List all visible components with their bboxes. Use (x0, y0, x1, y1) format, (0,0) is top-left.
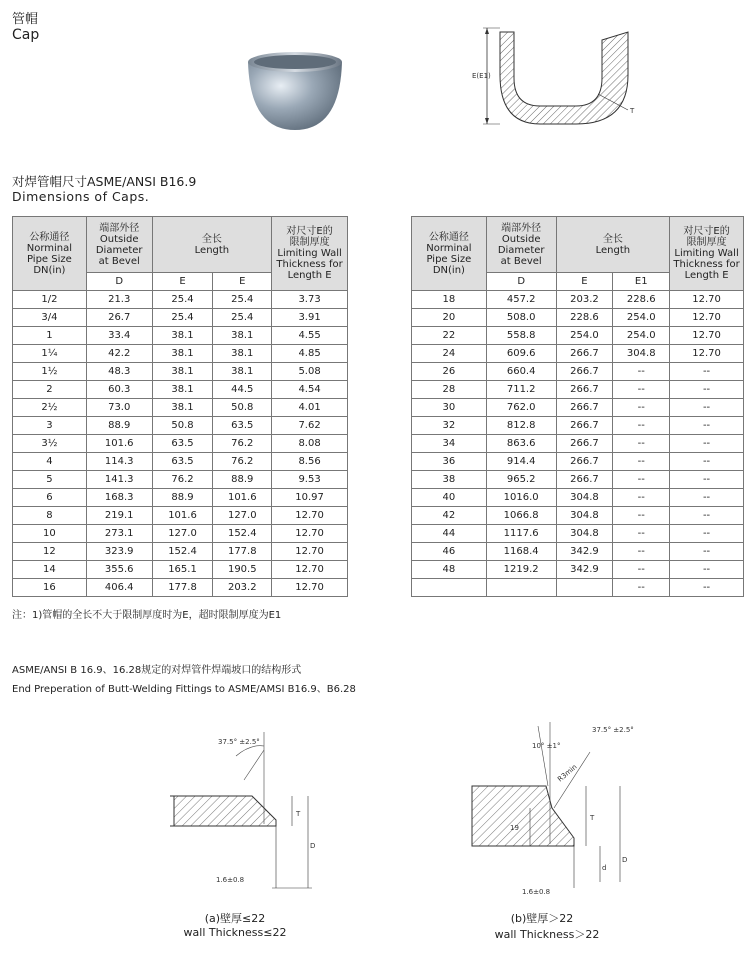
table-cell: 762.0 (486, 399, 556, 417)
table-cell: 12.70 (670, 345, 744, 363)
table-row (13, 345, 348, 363)
table-cell: 26 (412, 363, 487, 381)
table-cell: -- (670, 435, 744, 453)
table-cell: -- (613, 561, 670, 579)
d-label-a: D (310, 842, 316, 850)
table-cell: 7.62 (272, 417, 348, 435)
table-row (13, 525, 348, 543)
table-row (412, 489, 744, 507)
table-cell: -- (613, 453, 670, 471)
header-length: 全长 Length (152, 217, 272, 273)
table-row (13, 309, 348, 327)
table-cell: 38.1 (152, 381, 213, 399)
table-cell: 63.5 (152, 435, 213, 453)
table-cell: 4.85 (272, 345, 348, 363)
table-cell: 266.7 (556, 417, 613, 435)
e-label: E(E1) (472, 72, 491, 80)
table-row (412, 471, 744, 489)
dimensions-table-right (411, 216, 744, 597)
table-cell: 1¼ (13, 345, 87, 363)
radius-label-b: R3min (556, 762, 579, 784)
dimensions-title-cn: 对焊管帽尺寸ASME/ANSI B16.9 (12, 174, 197, 189)
table-cell: 3½ (13, 435, 87, 453)
table-cell: 50.8 (152, 417, 213, 435)
table-cell: 26.7 (86, 309, 152, 327)
table-cell: 5.08 (272, 363, 348, 381)
table-row (13, 561, 348, 579)
table-cell: -- (613, 417, 670, 435)
small-d-label-b: d (602, 864, 607, 872)
table-cell: 152.4 (152, 543, 213, 561)
table-cell (556, 579, 613, 597)
table-cell: 16 (13, 579, 87, 597)
table-cell: 203.2 (556, 291, 613, 309)
table-row (13, 543, 348, 561)
end-prep-title-en: End Preperation of Butt-Welding Fittings to ASME/AMSI B16.9、B6.28 (12, 684, 356, 695)
table-cell: 2 (13, 381, 87, 399)
table-cell: 4.01 (272, 399, 348, 417)
table-cell: 30 (412, 399, 487, 417)
table-row (412, 309, 744, 327)
table-cell: 266.7 (556, 363, 613, 381)
table-cell: 168.3 (86, 489, 152, 507)
table-cell: 660.4 (486, 363, 556, 381)
header-length-right: 全长 Length (556, 217, 670, 273)
table-cell: 12.70 (670, 309, 744, 327)
table-row (13, 435, 348, 453)
table-row (13, 291, 348, 309)
table-cell: 12.70 (272, 543, 348, 561)
table-cell: 177.8 (152, 579, 213, 597)
table-cell: 38.1 (213, 363, 272, 381)
table-cell: 42 (412, 507, 487, 525)
table-cell: 812.8 (486, 417, 556, 435)
table-cell: 266.7 (556, 453, 613, 471)
caption-b-cn: (b)壁厚＞22 (510, 912, 574, 925)
table-cell: 266.7 (556, 435, 613, 453)
header-dn-right: 公称通径 Norminal Pipe Size DN(in) (412, 217, 487, 291)
table-cell: 127.0 (152, 525, 213, 543)
table-cell: -- (670, 507, 744, 525)
table-cell: 266.7 (556, 381, 613, 399)
table-cell: -- (613, 399, 670, 417)
header-limit-right: 对尺寸E的 限制厚度 Limiting Wall Thickness for Length E (670, 217, 744, 291)
table-cell: 609.6 (486, 345, 556, 363)
table-row (13, 327, 348, 345)
header-e-left2: E (213, 273, 272, 291)
header-dn: 公称通径 Norminal Pipe Size DN(in) (13, 217, 87, 291)
gap-label-b: 1.6±0.8 (522, 888, 551, 896)
table-row (13, 399, 348, 417)
header-e-right: E (556, 273, 613, 291)
table-cell: 76.2 (213, 435, 272, 453)
table-row (13, 381, 348, 399)
table-cell: 355.6 (86, 561, 152, 579)
table-cell: 304.8 (613, 345, 670, 363)
table-cell: 1 (13, 327, 87, 345)
table-cell: 203.2 (213, 579, 272, 597)
table-cell: 76.2 (213, 453, 272, 471)
t-label: T (630, 107, 635, 115)
table-cell: 73.0 (86, 399, 152, 417)
page-title-en: Cap (12, 27, 40, 43)
table-cell: 4.55 (272, 327, 348, 345)
table-note: 注：1)管帽的全长不大于限制厚度时为E，超时限制厚度为E1 (12, 610, 282, 621)
table-cell: 33.4 (86, 327, 152, 345)
table-cell: 558.8 (486, 327, 556, 345)
table-cell: 38.1 (152, 363, 213, 381)
table-row (13, 363, 348, 381)
table-cell: -- (613, 489, 670, 507)
table-cell: 219.1 (86, 507, 152, 525)
table-row (13, 489, 348, 507)
table-cell: 12.70 (272, 561, 348, 579)
table-cell: -- (670, 579, 744, 597)
caption-a-en: wall Thickness≤22 (183, 926, 287, 939)
table-cell (486, 579, 556, 597)
bevel-diagram-b (460, 712, 660, 912)
table-cell: 44.5 (213, 381, 272, 399)
table-row (412, 453, 744, 471)
table-cell: 10.97 (272, 489, 348, 507)
gap-label-a: 1.6±0.8 (216, 876, 245, 884)
table-cell: 34 (412, 435, 487, 453)
land-label-b: 19 (510, 824, 519, 832)
table-cell: 127.0 (213, 507, 272, 525)
table-cell: 4.54 (272, 381, 348, 399)
table-cell: -- (670, 489, 744, 507)
angle-label-a: 37.5° ±2.5° (218, 738, 260, 746)
table-cell: 508.0 (486, 309, 556, 327)
table-cell: 5 (13, 471, 87, 489)
table-cell: 266.7 (556, 471, 613, 489)
table-cell: 22 (412, 327, 487, 345)
table-cell: 20 (412, 309, 487, 327)
table-cell: 914.4 (486, 453, 556, 471)
table-cell: 25.4 (152, 291, 213, 309)
table-cell: -- (670, 417, 744, 435)
table-row (412, 507, 744, 525)
table-cell: -- (670, 399, 744, 417)
table-cell: 228.6 (556, 309, 613, 327)
table-cell: 342.9 (556, 543, 613, 561)
table-cell: 12.70 (272, 579, 348, 597)
header-e1-right: E1 (613, 273, 670, 291)
table-cell: 1016.0 (486, 489, 556, 507)
table-cell: 114.3 (86, 453, 152, 471)
table-cell: 46 (412, 543, 487, 561)
end-prep-title-cn: ASME/ANSI B 16.9、16.28规定的对焊管件焊端坡口的结构形式 (12, 665, 302, 676)
table-row (412, 561, 744, 579)
table-cell: 3/4 (13, 309, 87, 327)
table-cell: 406.4 (86, 579, 152, 597)
table-cell: 254.0 (613, 309, 670, 327)
table-cell: 36 (412, 453, 487, 471)
table-cell: 12.70 (670, 327, 744, 345)
table-cell: 88.9 (213, 471, 272, 489)
table-cell: 8.56 (272, 453, 348, 471)
table-row (412, 417, 744, 435)
table-cell: 101.6 (86, 435, 152, 453)
table-cell: -- (613, 435, 670, 453)
table-cell: 50.8 (213, 399, 272, 417)
table-cell: 76.2 (152, 471, 213, 489)
table-cell: 965.2 (486, 471, 556, 489)
table-cell: 3.73 (272, 291, 348, 309)
table-cell: 228.6 (613, 291, 670, 309)
table-cell: 21.3 (86, 291, 152, 309)
table-cell: 304.8 (556, 489, 613, 507)
table-row (412, 327, 744, 345)
table-cell: 190.5 (213, 561, 272, 579)
table-cell: 266.7 (556, 399, 613, 417)
table-row (412, 579, 744, 597)
table-cell: 273.1 (86, 525, 152, 543)
table-cell: 6 (13, 489, 87, 507)
table-cell: 42.2 (86, 345, 152, 363)
table-cell: 44 (412, 525, 487, 543)
table-cell: 9.53 (272, 471, 348, 489)
t-label-a: T (296, 810, 301, 818)
table-cell: 1117.6 (486, 525, 556, 543)
header-od: 端部外径 Outside Diameter at Bevel (86, 217, 152, 273)
table-cell: 4 (13, 453, 87, 471)
table-cell: 2½ (13, 399, 87, 417)
cap-section-diagram (470, 20, 640, 130)
table-cell: 266.7 (556, 345, 613, 363)
table-cell: 177.8 (213, 543, 272, 561)
table-cell: 63.5 (152, 453, 213, 471)
table-cell: 25.4 (152, 309, 213, 327)
header-d: D (86, 273, 152, 291)
table-cell: 141.3 (86, 471, 152, 489)
table-cell: 1168.4 (486, 543, 556, 561)
table-cell: 38.1 (213, 345, 272, 363)
table-cell: -- (613, 363, 670, 381)
table-cell: 24 (412, 345, 487, 363)
table-cell: 28 (412, 381, 487, 399)
page-title-cn: 管帽 (12, 12, 39, 27)
table-cell: 14 (13, 561, 87, 579)
table-cell: 8 (13, 507, 87, 525)
table-row (412, 381, 744, 399)
table-row (412, 345, 744, 363)
table-row (412, 435, 744, 453)
table-cell: -- (670, 453, 744, 471)
table-row (13, 453, 348, 471)
table-cell: 38 (412, 471, 487, 489)
table-cell: 1/2 (13, 291, 87, 309)
table-cell: -- (670, 543, 744, 561)
table-row (412, 399, 744, 417)
table-cell: 304.8 (556, 507, 613, 525)
angle1-label-b: 10° ±1° (532, 742, 561, 750)
table-row (412, 363, 744, 381)
table-cell: -- (613, 471, 670, 489)
table-cell: 457.2 (486, 291, 556, 309)
table-cell: -- (670, 471, 744, 489)
table-cell: 38.1 (213, 327, 272, 345)
table-cell: -- (670, 561, 744, 579)
table-row (412, 543, 744, 561)
table-row (412, 291, 744, 309)
header-d-right: D (486, 273, 556, 291)
table-cell: 63.5 (213, 417, 272, 435)
dimensions-title-en: Dimensions of Caps. (12, 189, 150, 204)
table-cell: 323.9 (86, 543, 152, 561)
table-cell: 12.70 (272, 525, 348, 543)
table-cell: 342.9 (556, 561, 613, 579)
table-row (13, 579, 348, 597)
table-cell: 165.1 (152, 561, 213, 579)
table-cell: 254.0 (556, 327, 613, 345)
angle2-label-b: 37.5° ±2.5° (592, 726, 634, 734)
table-cell: 38.1 (152, 399, 213, 417)
caption-b-en: wall Thickness＞22 (494, 928, 600, 941)
table-cell: 40 (412, 489, 487, 507)
table-cell: 48.3 (86, 363, 152, 381)
table-cell: 304.8 (556, 525, 613, 543)
cap-photo (240, 44, 350, 134)
table-cell: 18 (412, 291, 487, 309)
caption-a-cn: (a)壁厚≤22 (204, 912, 266, 925)
dimensions-table-left (12, 216, 348, 597)
d-label-b: D (622, 856, 628, 864)
table-cell: 60.3 (86, 381, 152, 399)
table-cell: 152.4 (213, 525, 272, 543)
table-cell: 38.1 (152, 327, 213, 345)
table-cell: 1066.8 (486, 507, 556, 525)
table-cell: 1½ (13, 363, 87, 381)
t-label-b: T (590, 814, 595, 822)
table-cell: 101.6 (152, 507, 213, 525)
table-cell: -- (613, 543, 670, 561)
table-cell: 88.9 (152, 489, 213, 507)
table-cell: -- (613, 507, 670, 525)
table-cell: 12 (13, 543, 87, 561)
table-cell: -- (613, 579, 670, 597)
table-cell: 8.08 (272, 435, 348, 453)
table-cell: 3.91 (272, 309, 348, 327)
table-cell: 12.70 (272, 507, 348, 525)
header-od-right: 端部外径 Outside Diameter at Bevel (486, 217, 556, 273)
table-row (13, 471, 348, 489)
bevel-diagram-a (160, 712, 350, 912)
table-cell: -- (670, 363, 744, 381)
table-cell: 711.2 (486, 381, 556, 399)
table-cell: 3 (13, 417, 87, 435)
table-row (13, 417, 348, 435)
table-cell (412, 579, 487, 597)
header-e: E (152, 273, 213, 291)
table-cell: 101.6 (213, 489, 272, 507)
table-cell: -- (613, 525, 670, 543)
header-limit: 对尺寸E的 限制厚度 Limiting Wall Thickness for Length E (272, 217, 348, 291)
table-cell: -- (613, 381, 670, 399)
table-cell: 12.70 (670, 291, 744, 309)
table-cell: 32 (412, 417, 487, 435)
table-cell: 863.6 (486, 435, 556, 453)
table-row (412, 525, 744, 543)
table-cell: 38.1 (152, 345, 213, 363)
table-cell: 25.4 (213, 309, 272, 327)
table-cell: -- (670, 381, 744, 399)
table-cell: 1219.2 (486, 561, 556, 579)
table-cell: 48 (412, 561, 487, 579)
table-cell: 10 (13, 525, 87, 543)
table-cell: 25.4 (213, 291, 272, 309)
table-cell: -- (670, 525, 744, 543)
table-cell: 88.9 (86, 417, 152, 435)
table-cell: 254.0 (613, 327, 670, 345)
table-row (13, 507, 348, 525)
